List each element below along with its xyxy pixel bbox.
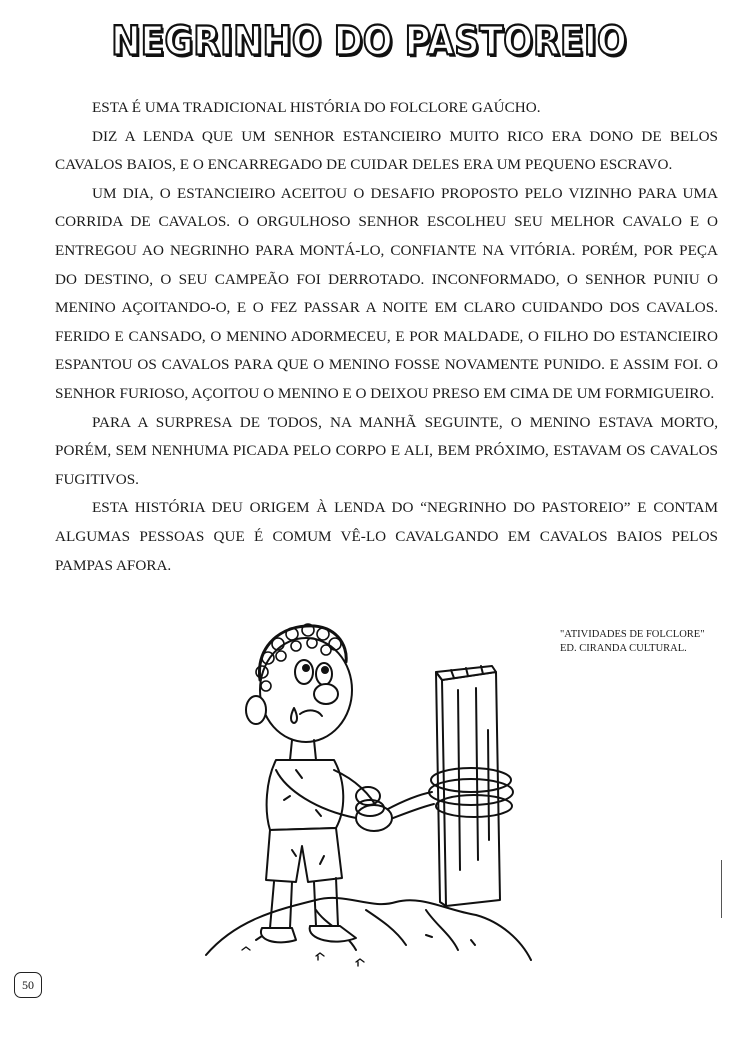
- margin-line: [721, 860, 722, 918]
- boy: [246, 624, 392, 942]
- page-number: 50: [14, 972, 42, 998]
- credit-publisher: ED. CIRANDA CULTURAL.: [560, 643, 687, 654]
- paragraph: DIZ A LENDA QUE UM SENHOR ESTANCIEIRO MUITO RICO ERA DONO DE BELOS CAVALOS BAIOS, E O ENCARREGADO DE CUIDAR DELES ERA UM PEQUENO ESCRAVO.: [55, 127, 718, 174]
- title-block: [0, 19, 738, 65]
- paragraph: ESTA É UMA TRADICIONAL HISTÓRIA DO FOLCLORE GAÚCHO.: [92, 99, 541, 116]
- paragraph: PARA A SURPRESA DE TODOS, NA MANHÃ SEGUINTE, O MENINO ESTAVA MORTO, PORÉM, SEM NENHUMA PICADA PELO CORPO E ALI, BEM PRÓXIMO, ESTAVAM OS CAVALOS FUGITIVOS.: [55, 413, 718, 488]
- page-title: NEGRINHO DO PASTOREIO: [111, 19, 627, 65]
- wooden-post: [436, 666, 500, 906]
- paragraph: UM DIA, O ESTANCIEIRO ACEITOU O DESAFIO PROPOSTO PELO VIZINHO PARA UMA CORRIDA DE CAVALOS. O ORGULHOSO SENHOR ESCOLHEU SEU MELHOR CAVALO E O ENTREGOU AO NEGRINHO PARA MONTÁ-LO, CONFIANTE NA VITÓRIA. PORÉM, POR PEÇA DO DESTINO, O SEU CAMPEÃO FOI DERROTADO. INCONFORMADO, O SENHOR PUNIU O MENINO AÇOITANDO-O, E O FEZ PASSAR A NOITE EM CLARO CUIDANDO DOS CAVALOS. FERIDO E CANSADO, O MENINO ADORMECEU, E POR MALDADE, O FILHO DO ESTANCIEIRO ESPANTOU OS CAVALOS PARA QUE O MENINO FOSSE NOVAMENTE PUNIDO. E ASSIM FOI. O SENHOR FURIOSO, AÇOITOU O MENINO E O DEIXOU PRESO EM CIMA DE UM FORMIGUEIRO.: [55, 184, 718, 402]
- story-text: [55, 94, 718, 580]
- paragraph: ESTA HISTÓRIA DEU ORIGEM À LENDA DO “NEGRINHO DO PASTOREIO” E CONTAM ALGUMAS PESSOAS QUE É COMUM VÊ-LO CAVALGANDO EM CAVALOS BAIOS PELOS PAMPAS AFORA.: [55, 499, 718, 574]
- source-credit: [560, 628, 730, 656]
- ants: [242, 947, 364, 966]
- anthill-ground: [206, 898, 531, 960]
- boy-tied-to-post-illustration: [196, 610, 536, 970]
- credit-title: "ATIVIDADES DE FOLCLORE": [560, 629, 705, 640]
